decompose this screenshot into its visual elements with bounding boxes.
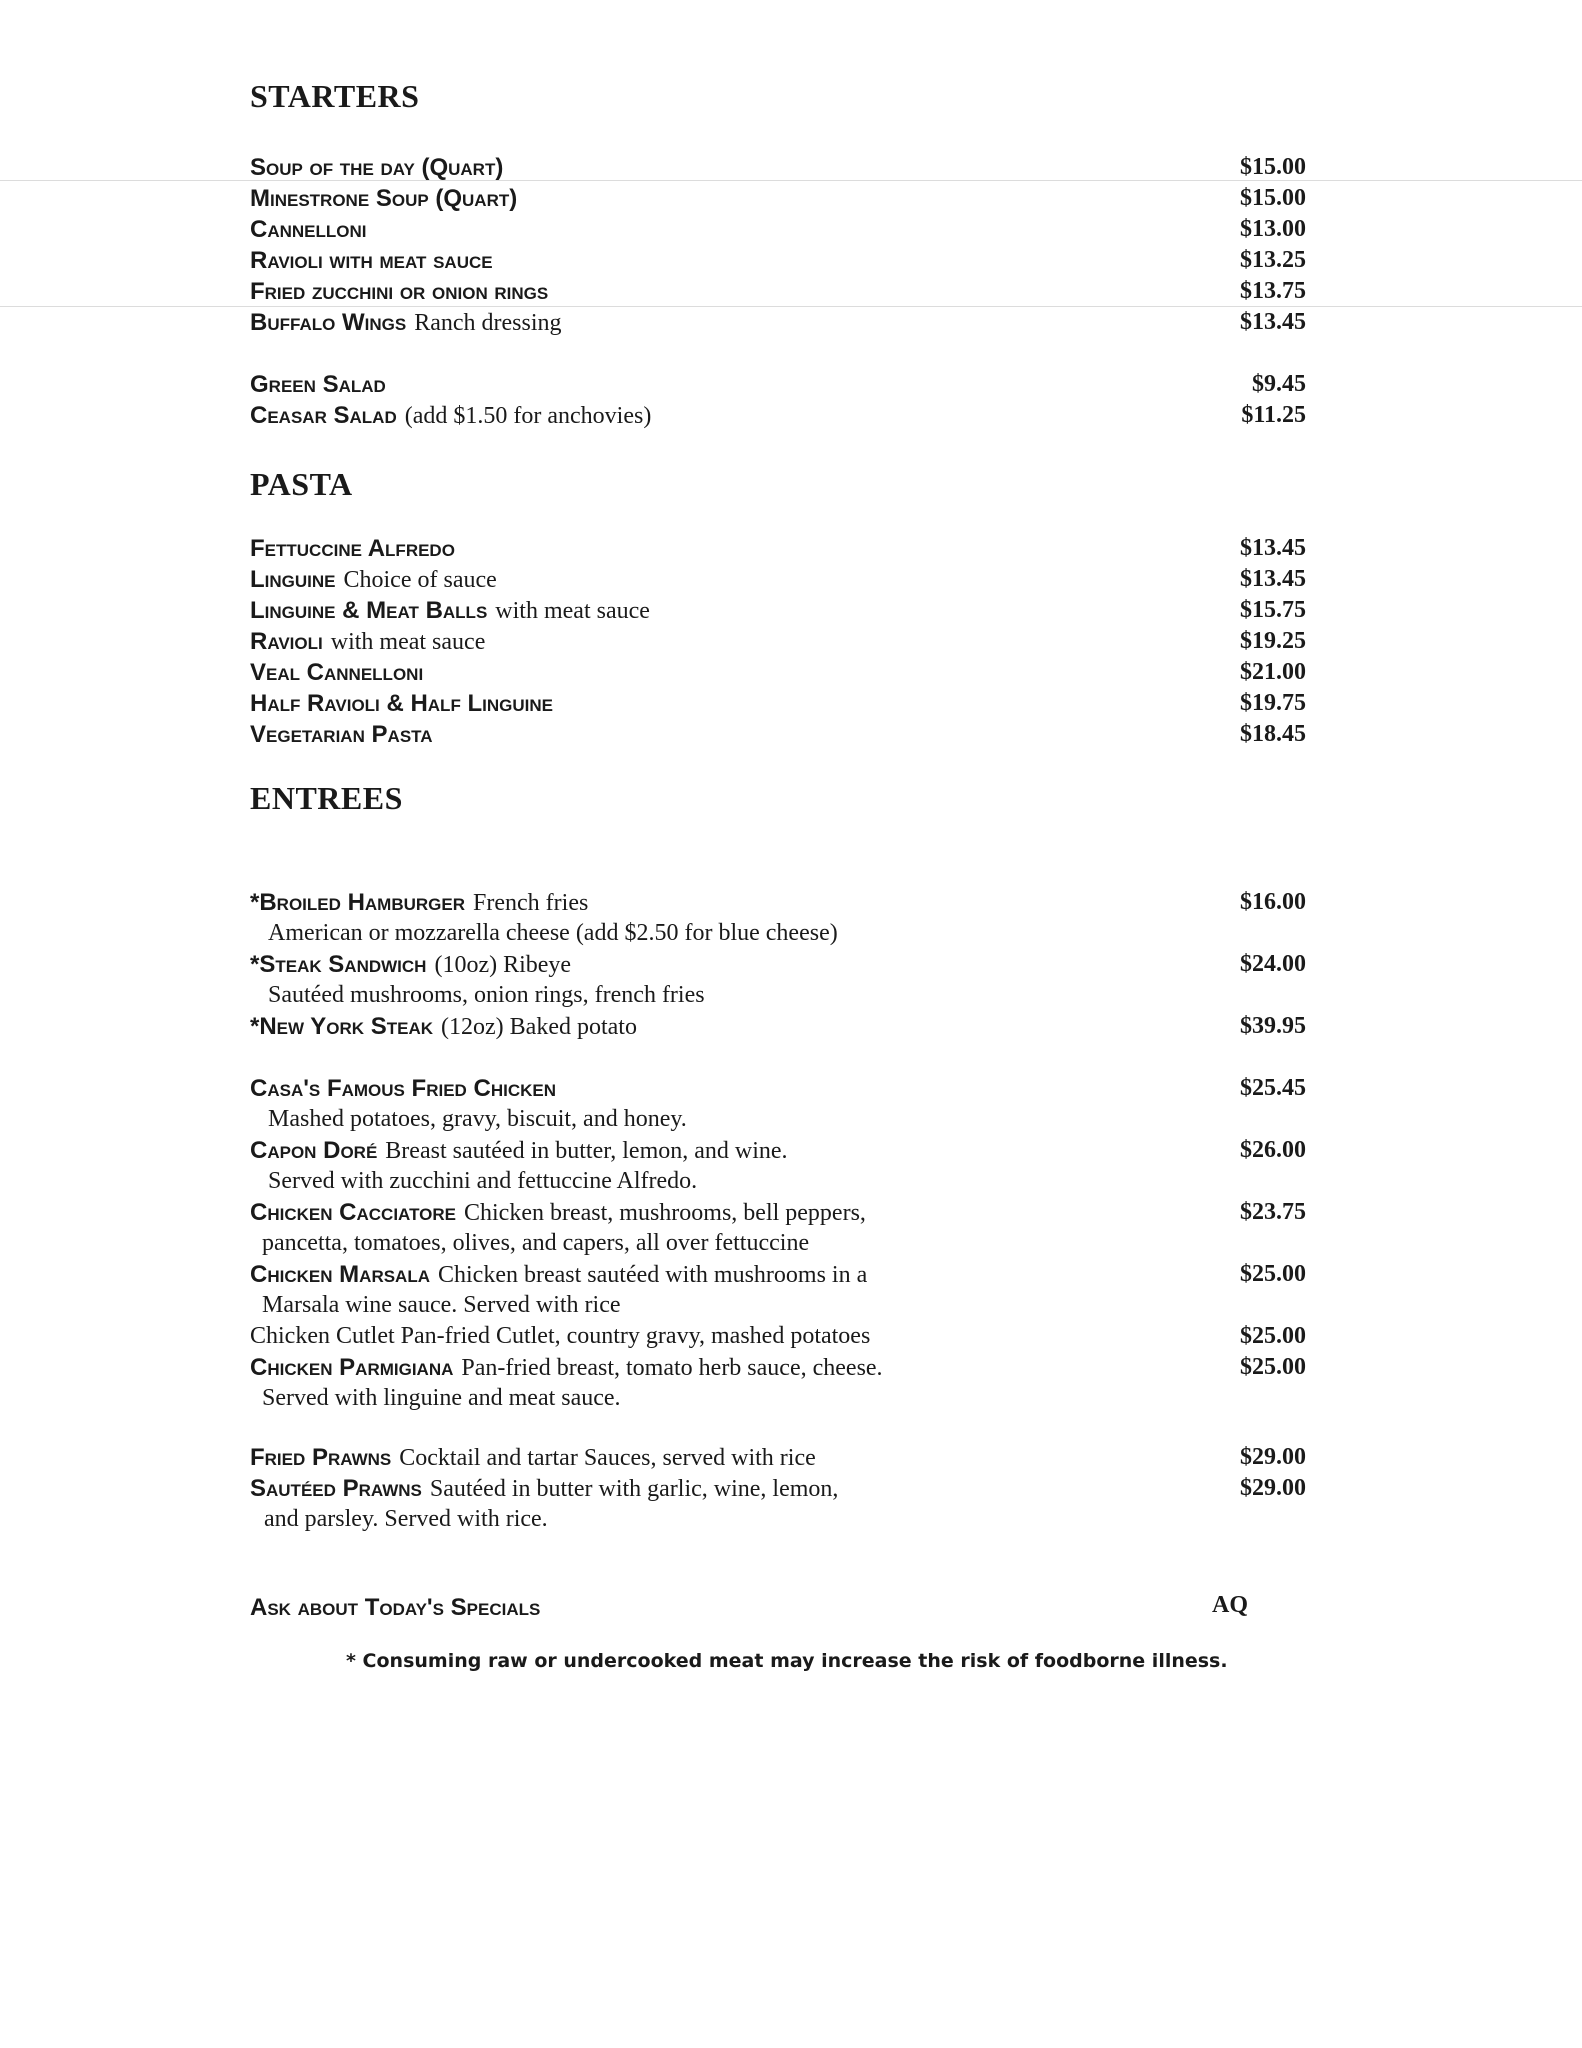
item-name — [250, 597, 650, 625]
menu-item — [250, 889, 1306, 919]
section-title-entrees: ENTREES — [250, 780, 403, 816]
item-name — [250, 566, 497, 594]
item-name — [250, 1199, 866, 1227]
item-price: $13.45 — [1240, 566, 1306, 592]
item-price: $29.00 — [1240, 1444, 1306, 1470]
item-name: Chicken Cutlet Pan-fried Cutlet, country gravy, mashed potatoes — [250, 1323, 871, 1349]
item-description: Chicken breast, mushrooms, bell peppers, — [464, 1200, 866, 1226]
item-name — [250, 402, 651, 430]
item-price: $25.00 — [1240, 1323, 1306, 1349]
item-price: $9.45 — [1252, 371, 1306, 397]
item-name-text: Buffalo Wings — [250, 309, 407, 336]
menu-item — [250, 309, 1306, 339]
item-name-text: Ceasar Salad — [250, 402, 397, 429]
item-name-text: Linguine — [250, 566, 336, 593]
menu-item — [250, 1475, 1306, 1505]
section-title-pasta: PASTA — [250, 466, 353, 502]
item-name: Green Salad — [250, 371, 386, 398]
item-description: Pan-fried breast, tomato herb sauce, cheese. — [461, 1355, 883, 1381]
item-price: $19.25 — [1240, 628, 1306, 654]
item-description-continued: Sautéed mushrooms, onion rings, french fries — [268, 982, 705, 1008]
item-name-text: *Steak Sandwich — [250, 951, 427, 978]
item-price: $26.00 — [1240, 1137, 1306, 1163]
item-name-text: Chicken Cacciatore — [250, 1199, 456, 1226]
menu-item — [250, 951, 1306, 981]
menu-item — [250, 1137, 1306, 1167]
menu-item — [250, 371, 1306, 401]
item-price: $13.25 — [1240, 247, 1306, 273]
item-description-continued: American or mozzarella cheese (add $2.50 for blue cheese) — [268, 920, 838, 946]
section-title-starters: STARTERS — [250, 78, 420, 114]
menu-item — [250, 1261, 1306, 1291]
item-name — [250, 1354, 883, 1382]
item-name-text: Chicken Parmigiana — [250, 1354, 454, 1381]
item-price: $11.25 — [1241, 402, 1306, 428]
item-price: $19.75 — [1240, 690, 1306, 716]
item-name: Fried zucchini or onion rings — [250, 278, 549, 305]
item-price: $15.00 — [1240, 154, 1306, 180]
item-price: $16.00 — [1240, 889, 1306, 915]
item-name — [250, 1137, 788, 1165]
item-price: $25.00 — [1240, 1261, 1306, 1287]
menu-item — [250, 1013, 1306, 1043]
item-price: $15.00 — [1240, 185, 1306, 211]
item-price: $25.45 — [1240, 1075, 1306, 1101]
menu-item — [250, 154, 1306, 184]
item-name: Vegetarian Pasta — [250, 721, 433, 748]
item-description: with meat sauce — [495, 598, 650, 624]
item-description: Ranch dressing — [414, 310, 562, 336]
item-name-text: Linguine & Meat Balls — [250, 597, 488, 624]
item-price: $13.45 — [1240, 535, 1306, 561]
item-description: Sautéed in butter with garlic, wine, lemon, — [429, 1476, 839, 1502]
menu-item — [250, 535, 1306, 565]
item-price: $13.45 — [1240, 309, 1306, 335]
menu-item — [250, 566, 1306, 596]
menu-item — [250, 690, 1306, 720]
menu-item — [250, 185, 1306, 215]
item-description: (add $1.50 for anchovies) — [404, 403, 652, 429]
item-price: $25.00 — [1240, 1354, 1306, 1380]
item-description-continued: Served with linguine and meat sauce. — [262, 1385, 621, 1411]
menu-item — [250, 1199, 1306, 1229]
item-name: Veal Cannelloni — [250, 659, 424, 686]
item-description: Cocktail and tartar Sauces, served with rice — [399, 1445, 816, 1471]
item-name: Soup of the day (Quart) — [250, 154, 504, 181]
item-name-text: Ravioli — [250, 628, 323, 655]
specials-label: Ask about Today's Specials — [250, 1594, 541, 1621]
item-name — [250, 628, 485, 656]
item-description: French fries — [473, 890, 589, 916]
item-name-text: Chicken Marsala — [250, 1261, 430, 1288]
item-description-continued: and parsley. Served with rice. — [264, 1506, 548, 1532]
item-name — [250, 1444, 816, 1472]
footnote: * Consuming raw or undercooked meat may increase the risk of foodborne illness. — [346, 1650, 1228, 1672]
item-name-text: Sautéed Prawns — [250, 1475, 422, 1502]
item-name — [250, 309, 562, 337]
item-name: Fettuccine Alfredo — [250, 535, 455, 562]
item-price: $21.00 — [1240, 659, 1306, 685]
menu-item — [250, 597, 1306, 627]
item-price: $13.00 — [1240, 216, 1306, 242]
item-name: Ravioli with meat sauce — [250, 247, 493, 274]
menu-item — [250, 628, 1306, 658]
menu-item — [250, 278, 1306, 308]
item-description-continued: pancetta, tomatoes, olives, and capers, all over fettuccine — [262, 1230, 810, 1256]
item-description: (10oz) Ribeye — [434, 952, 572, 978]
specials-price: AQ — [1212, 1592, 1248, 1618]
item-name — [250, 889, 588, 917]
menu-item — [250, 1075, 1306, 1105]
item-price: $39.95 — [1240, 1013, 1306, 1039]
item-name — [250, 951, 571, 979]
menu-item — [250, 659, 1306, 689]
item-name-text: Fried Prawns — [250, 1444, 392, 1471]
specials-row — [250, 1594, 950, 1624]
item-name: Casa's Famous Fried Chicken — [250, 1075, 556, 1102]
item-price: $15.75 — [1240, 597, 1306, 623]
item-name-text: *New York Steak — [250, 1013, 434, 1040]
item-name: Minestrone Soup (Quart) — [250, 185, 518, 212]
item-name-text: *Broiled Hamburger — [250, 889, 466, 916]
item-price: $23.75 — [1240, 1199, 1306, 1225]
item-description: with meat sauce — [330, 629, 486, 655]
item-name — [250, 1261, 867, 1289]
menu-item — [250, 216, 1306, 246]
item-name: Cannelloni — [250, 216, 367, 243]
item-description: (12oz) Baked potato — [441, 1014, 637, 1040]
item-price: $18.45 — [1240, 721, 1306, 747]
item-price: $29.00 — [1240, 1475, 1306, 1501]
item-price: $13.75 — [1240, 278, 1306, 304]
menu-item — [250, 1323, 1306, 1353]
menu-item — [250, 247, 1306, 277]
item-description-continued: Mashed potatoes, gravy, biscuit, and honey. — [268, 1106, 687, 1132]
item-description: Chicken breast sautéed with mushrooms in a — [438, 1262, 868, 1288]
item-name-text: Capon Doré — [250, 1137, 378, 1164]
item-name — [250, 1013, 637, 1041]
menu-item — [250, 1354, 1306, 1384]
item-description-continued: Marsala wine sauce. Served with rice — [262, 1292, 621, 1318]
item-description-continued: Served with zucchini and fettuccine Alfredo. — [268, 1168, 698, 1194]
menu-item — [250, 402, 1306, 432]
item-description: Breast sautéed in butter, lemon, and wine. — [385, 1138, 788, 1164]
item-description: Choice of sauce — [343, 567, 497, 593]
menu-item — [250, 721, 1306, 751]
item-name: Half Ravioli & Half Linguine — [250, 690, 553, 717]
item-price: $24.00 — [1240, 951, 1306, 977]
menu-item — [250, 1444, 1306, 1474]
item-name — [250, 1475, 838, 1503]
